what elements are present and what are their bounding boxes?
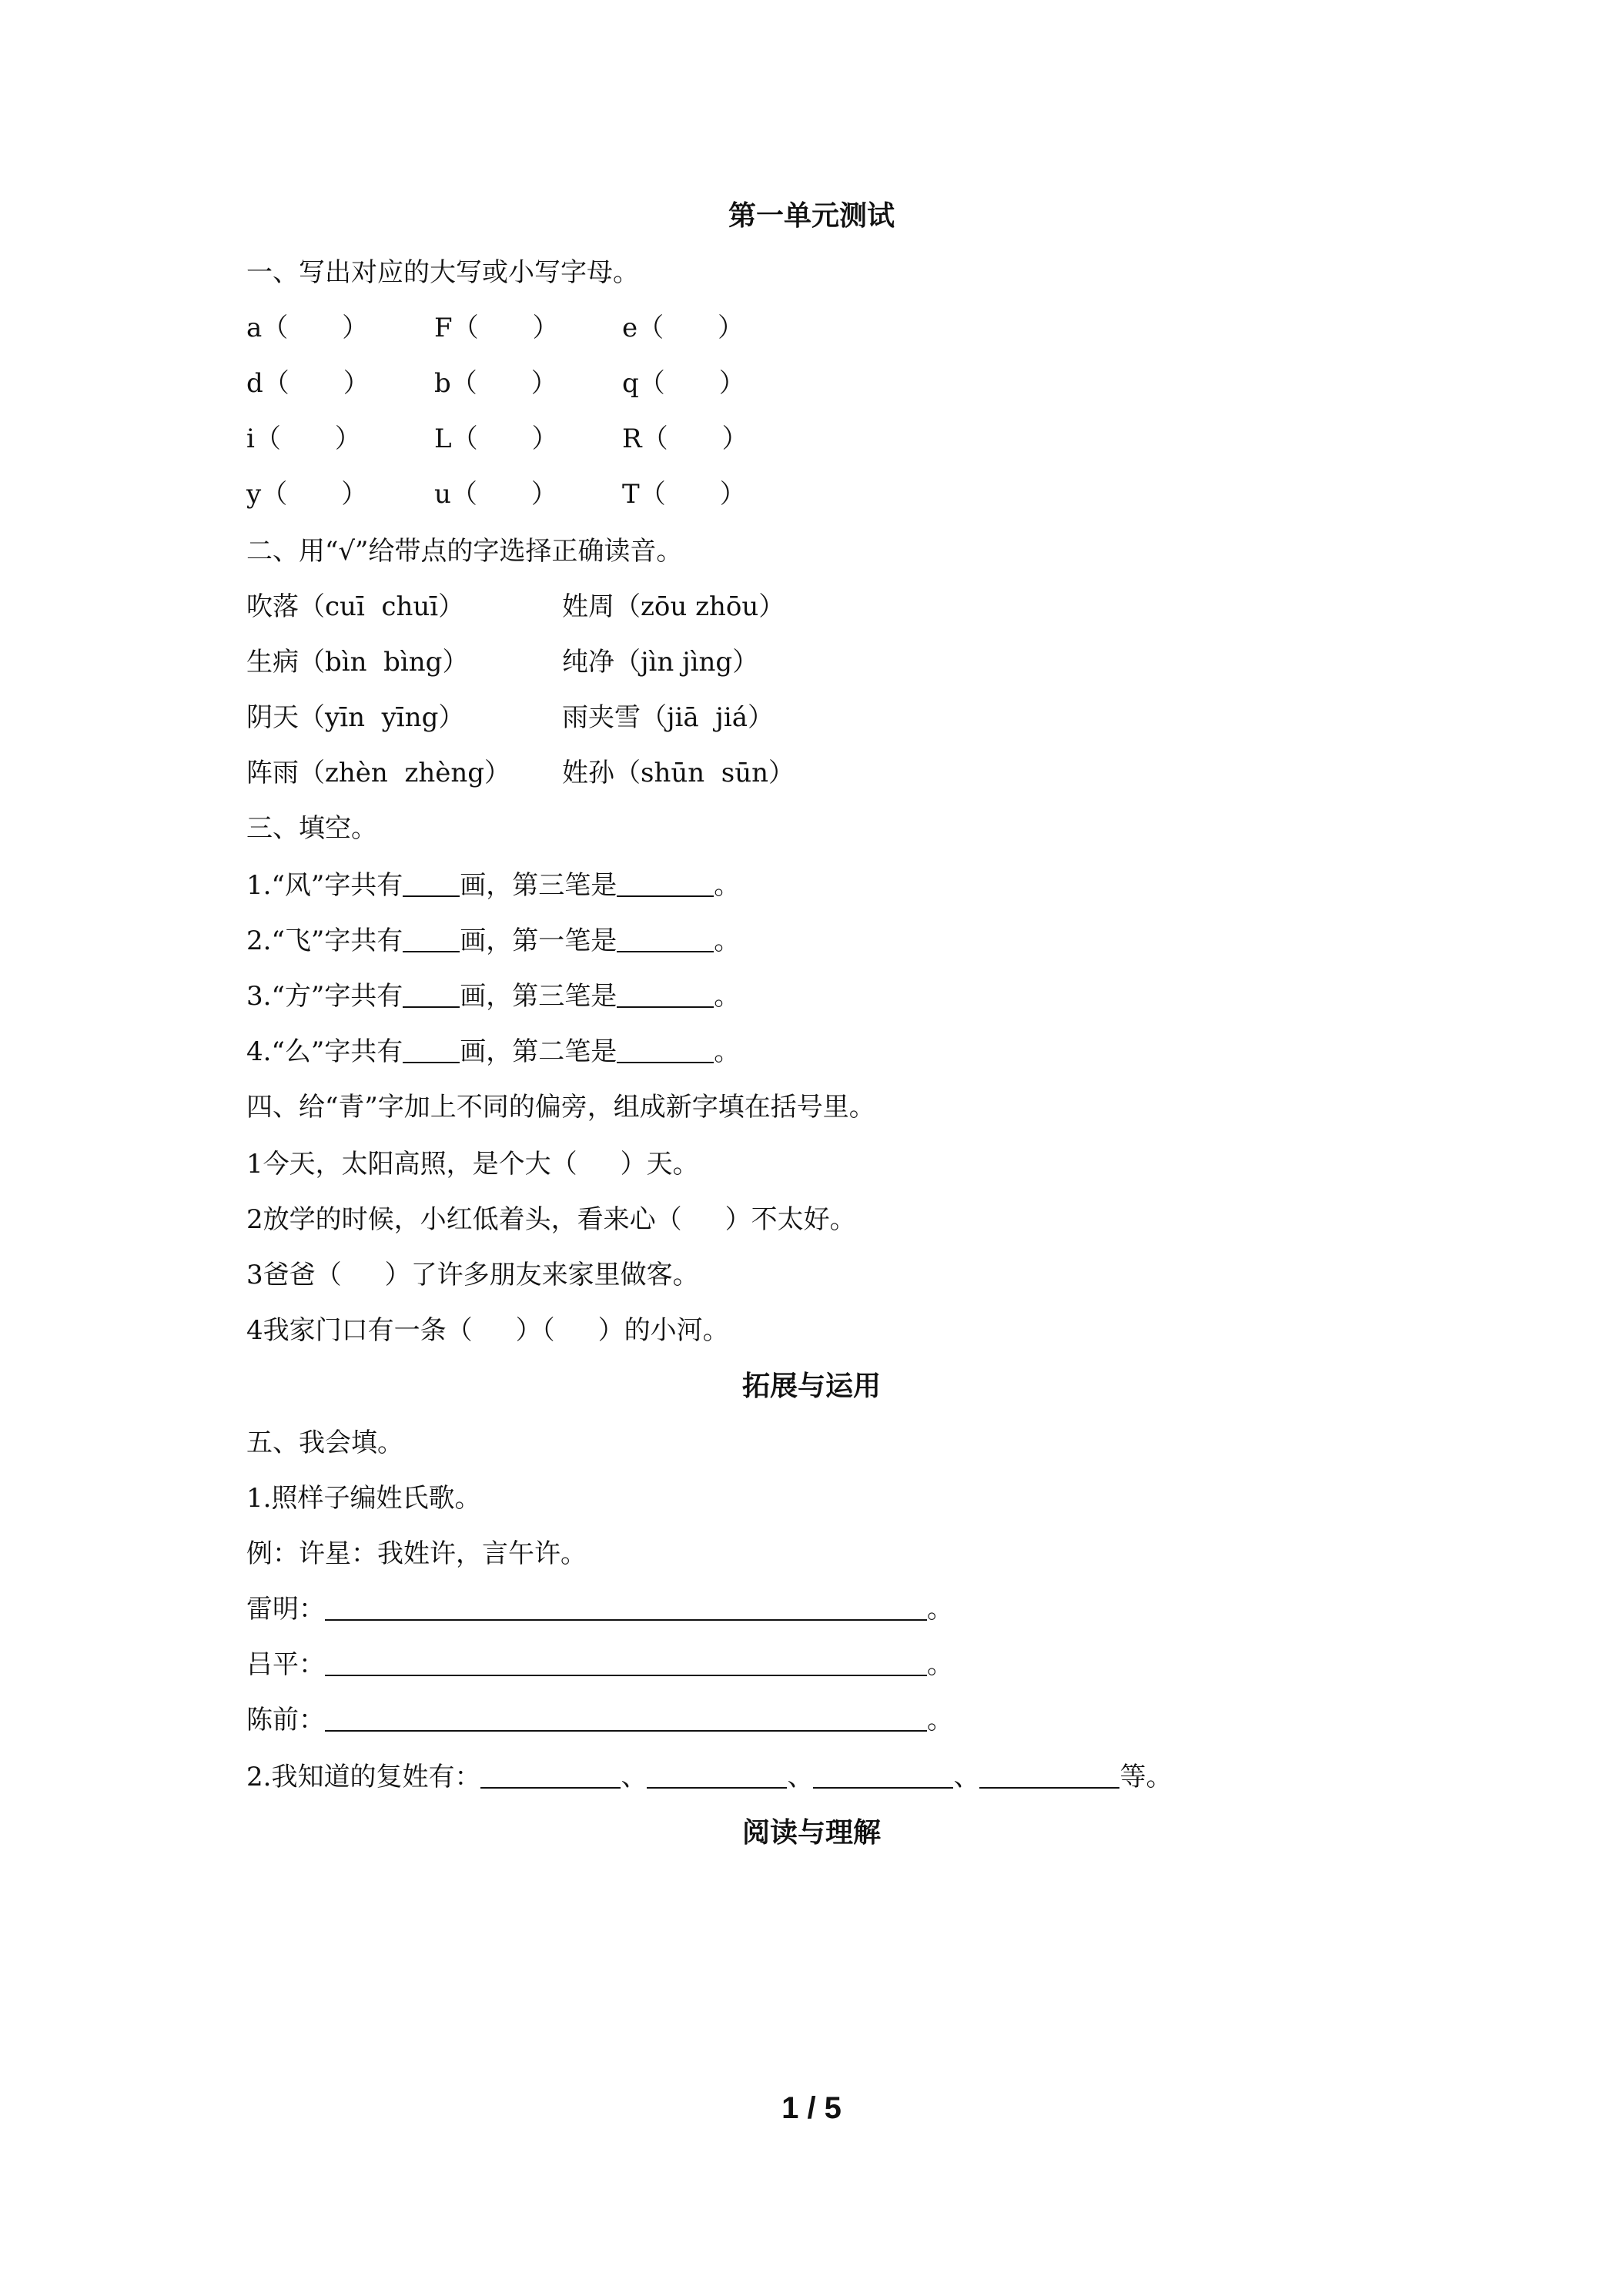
pinyin-choice-left: 阵雨（zhèn zhèng） <box>246 758 511 788</box>
answer-blank[interactable] <box>403 872 460 897</box>
sentence-item: 3爸爸（ ）了许多朋友来家里做客。 <box>246 1260 699 1290</box>
section-2-heading: 二、用“√”给带点的字选择正确读音。 <box>246 536 683 567</box>
fill-blank-item: 4.“么”字共有 画，第二笔是 。 <box>246 1036 741 1067</box>
answer-blank[interactable] <box>979 1764 1119 1789</box>
letter-row: y（ ） u（ ） T（ ） <box>246 479 746 510</box>
pinyin-choice-right: 姓周（zōu zhōu） <box>562 591 785 622</box>
example-line: 例：许星：我姓许，言午许。 <box>246 1538 587 1569</box>
sentence-item: 4我家门口有一条（ ）（ ）的小河。 <box>246 1315 729 1346</box>
pinyin-choice-left: 阴天（yīn yīng） <box>246 702 465 733</box>
subtitle-extension: 拓展与运用 <box>741 1370 881 1402</box>
answer-blank[interactable] <box>617 983 714 1008</box>
answer-blank[interactable] <box>325 1652 927 1676</box>
answer-blank[interactable] <box>617 928 714 952</box>
page-number: 1 / 5 <box>781 2091 842 2125</box>
subtitle-reading: 阅读与理解 <box>741 1816 881 1849</box>
question-2: 2.我知道的复姓有： 、 、 、 等。 <box>246 1762 1173 1792</box>
surname-line: 雷明： 。 <box>246 1594 953 1625</box>
surname-line: 吕平： 。 <box>246 1649 953 1680</box>
surname-line: 陈前： 。 <box>246 1705 953 1735</box>
answer-blank[interactable] <box>617 872 714 897</box>
answer-blank[interactable] <box>325 1707 927 1732</box>
pinyin-choice-left: 吹落（cuī chuī） <box>246 591 465 622</box>
fill-blank-item: 3.“方”字共有 画，第三笔是 。 <box>246 981 741 1012</box>
pinyin-choice-right: 纯净（jìn jìng） <box>562 647 759 678</box>
section-1-heading: 一、写出对应的大写或小写字母。 <box>246 257 639 288</box>
answer-blank[interactable] <box>617 1039 714 1063</box>
fill-blank-item: 2.“飞”字共有 画，第一笔是 。 <box>246 925 741 956</box>
pinyin-choice-right: 姓孙（shūn sūn） <box>562 758 795 788</box>
letter-row: d（ ） b（ ） q（ ） <box>246 368 745 399</box>
answer-blank[interactable] <box>325 1596 927 1621</box>
letter-row: a（ ） F（ ） e（ ） <box>246 313 745 343</box>
answer-blank[interactable] <box>647 1764 787 1789</box>
question-1: 1.照样子编姓氏歌。 <box>246 1483 481 1514</box>
answer-blank[interactable] <box>403 928 460 952</box>
letter-row: i（ ） L（ ） R（ ） <box>246 423 748 454</box>
answer-blank[interactable] <box>480 1764 621 1789</box>
answer-blank[interactable] <box>403 1039 460 1063</box>
section-4-heading: 四、给“青”字加上不同的偏旁，组成新字填在括号里。 <box>246 1092 875 1123</box>
sentence-item: 2放学的时候，小红低着头，看来心（ ）不太好。 <box>246 1204 856 1235</box>
pinyin-choice-left: 生病（bìn bìng） <box>246 647 469 678</box>
page-title: 第一单元测试 <box>728 199 895 232</box>
pinyin-choice-right: 雨夹雪（jiā jiá） <box>562 702 774 733</box>
answer-blank[interactable] <box>813 1764 953 1789</box>
section-5-heading: 五、我会填。 <box>246 1427 403 1458</box>
fill-blank-item: 1.“风”字共有 画，第三笔是 。 <box>246 870 741 901</box>
sentence-item: 1今天，太阳高照，是个大（ ）天。 <box>246 1149 699 1180</box>
answer-blank[interactable] <box>403 983 460 1008</box>
section-3-heading: 三、填空。 <box>246 813 377 844</box>
